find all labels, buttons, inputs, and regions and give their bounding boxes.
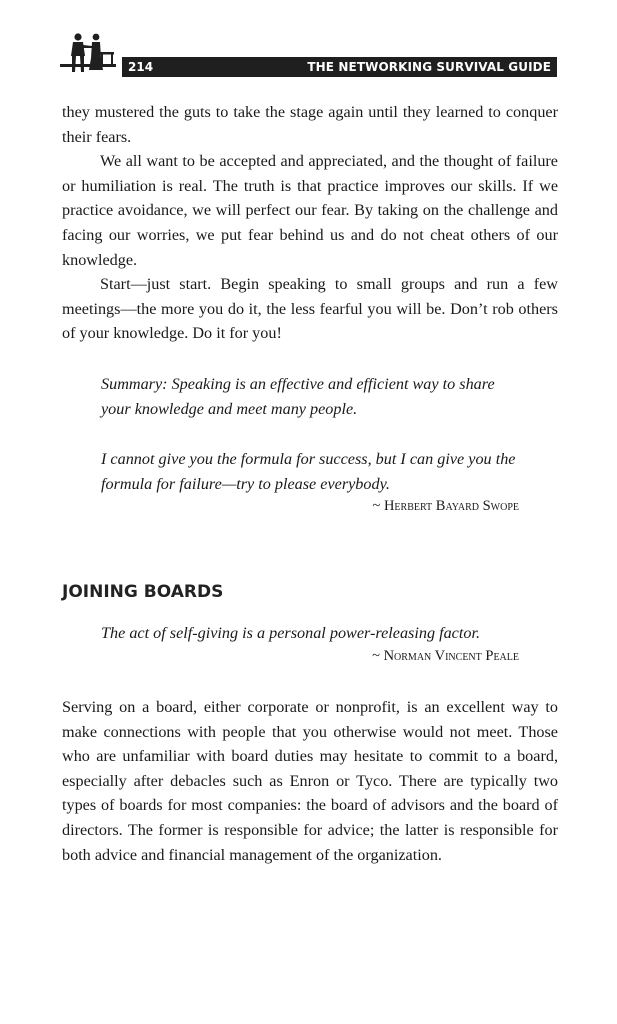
body-text (62, 100, 558, 346)
epigraph-attribution: ~ Norman Vincent Peale (372, 648, 519, 664)
page-header (60, 30, 557, 78)
quote-block (101, 447, 519, 496)
paragraph-1: they mustered the guts to take the stage again until they learned to conquer their fears. (62, 103, 558, 146)
section-paragraph: Serving on a board, either corporate or nonprofit, is an excellent way to make connections with people that you otherwise would not meet. Those who are unfamiliar with board duties may hesitate to commit to a board, especially after debacles such as Enron or Tyco. There are typically two types of boards for most companies: the board of advisors and the board of directors. The former is responsible for advice; the latter is responsible for both advice and financial management of the organization. (62, 698, 558, 864)
section-body (62, 695, 558, 867)
summary-callout (101, 372, 519, 421)
handshake-icon (60, 32, 116, 76)
quote-text: I cannot give you the formula for success, but I can give you the formula for failure—try to please everybody. (101, 450, 516, 493)
summary-text: Summary: Speaking is an effective and efficient way to share your knowledge and meet many people. (101, 375, 495, 418)
epigraph-text: The act of self-giving is a personal power-releasing factor. (101, 624, 480, 642)
running-title: THE NETWORKING SURVIVAL GUIDE (307, 60, 551, 74)
paragraph-3: Start—just start. Begin speaking to small groups and run a few meetings—the more you do it, the less fearful you will be. Don’t rob others of your knowledge. Do it for you! (62, 275, 558, 343)
page-number: 214 (128, 60, 154, 74)
paragraph-2: We all want to be accepted and appreciated, and the thought of failure or humiliation is real. The truth is that practice improves our skills. If we practice avoidance, we will perfect our fear. By taking on the challenge and facing our worries, we put fear behind us and do not cheat others of our knowledge. (62, 152, 558, 269)
epigraph (101, 621, 519, 646)
quote-attribution: ~ Herbert Bayard Swope (372, 498, 519, 514)
running-header-bar (122, 57, 557, 77)
section-heading: JOINING BOARDS (62, 582, 224, 602)
